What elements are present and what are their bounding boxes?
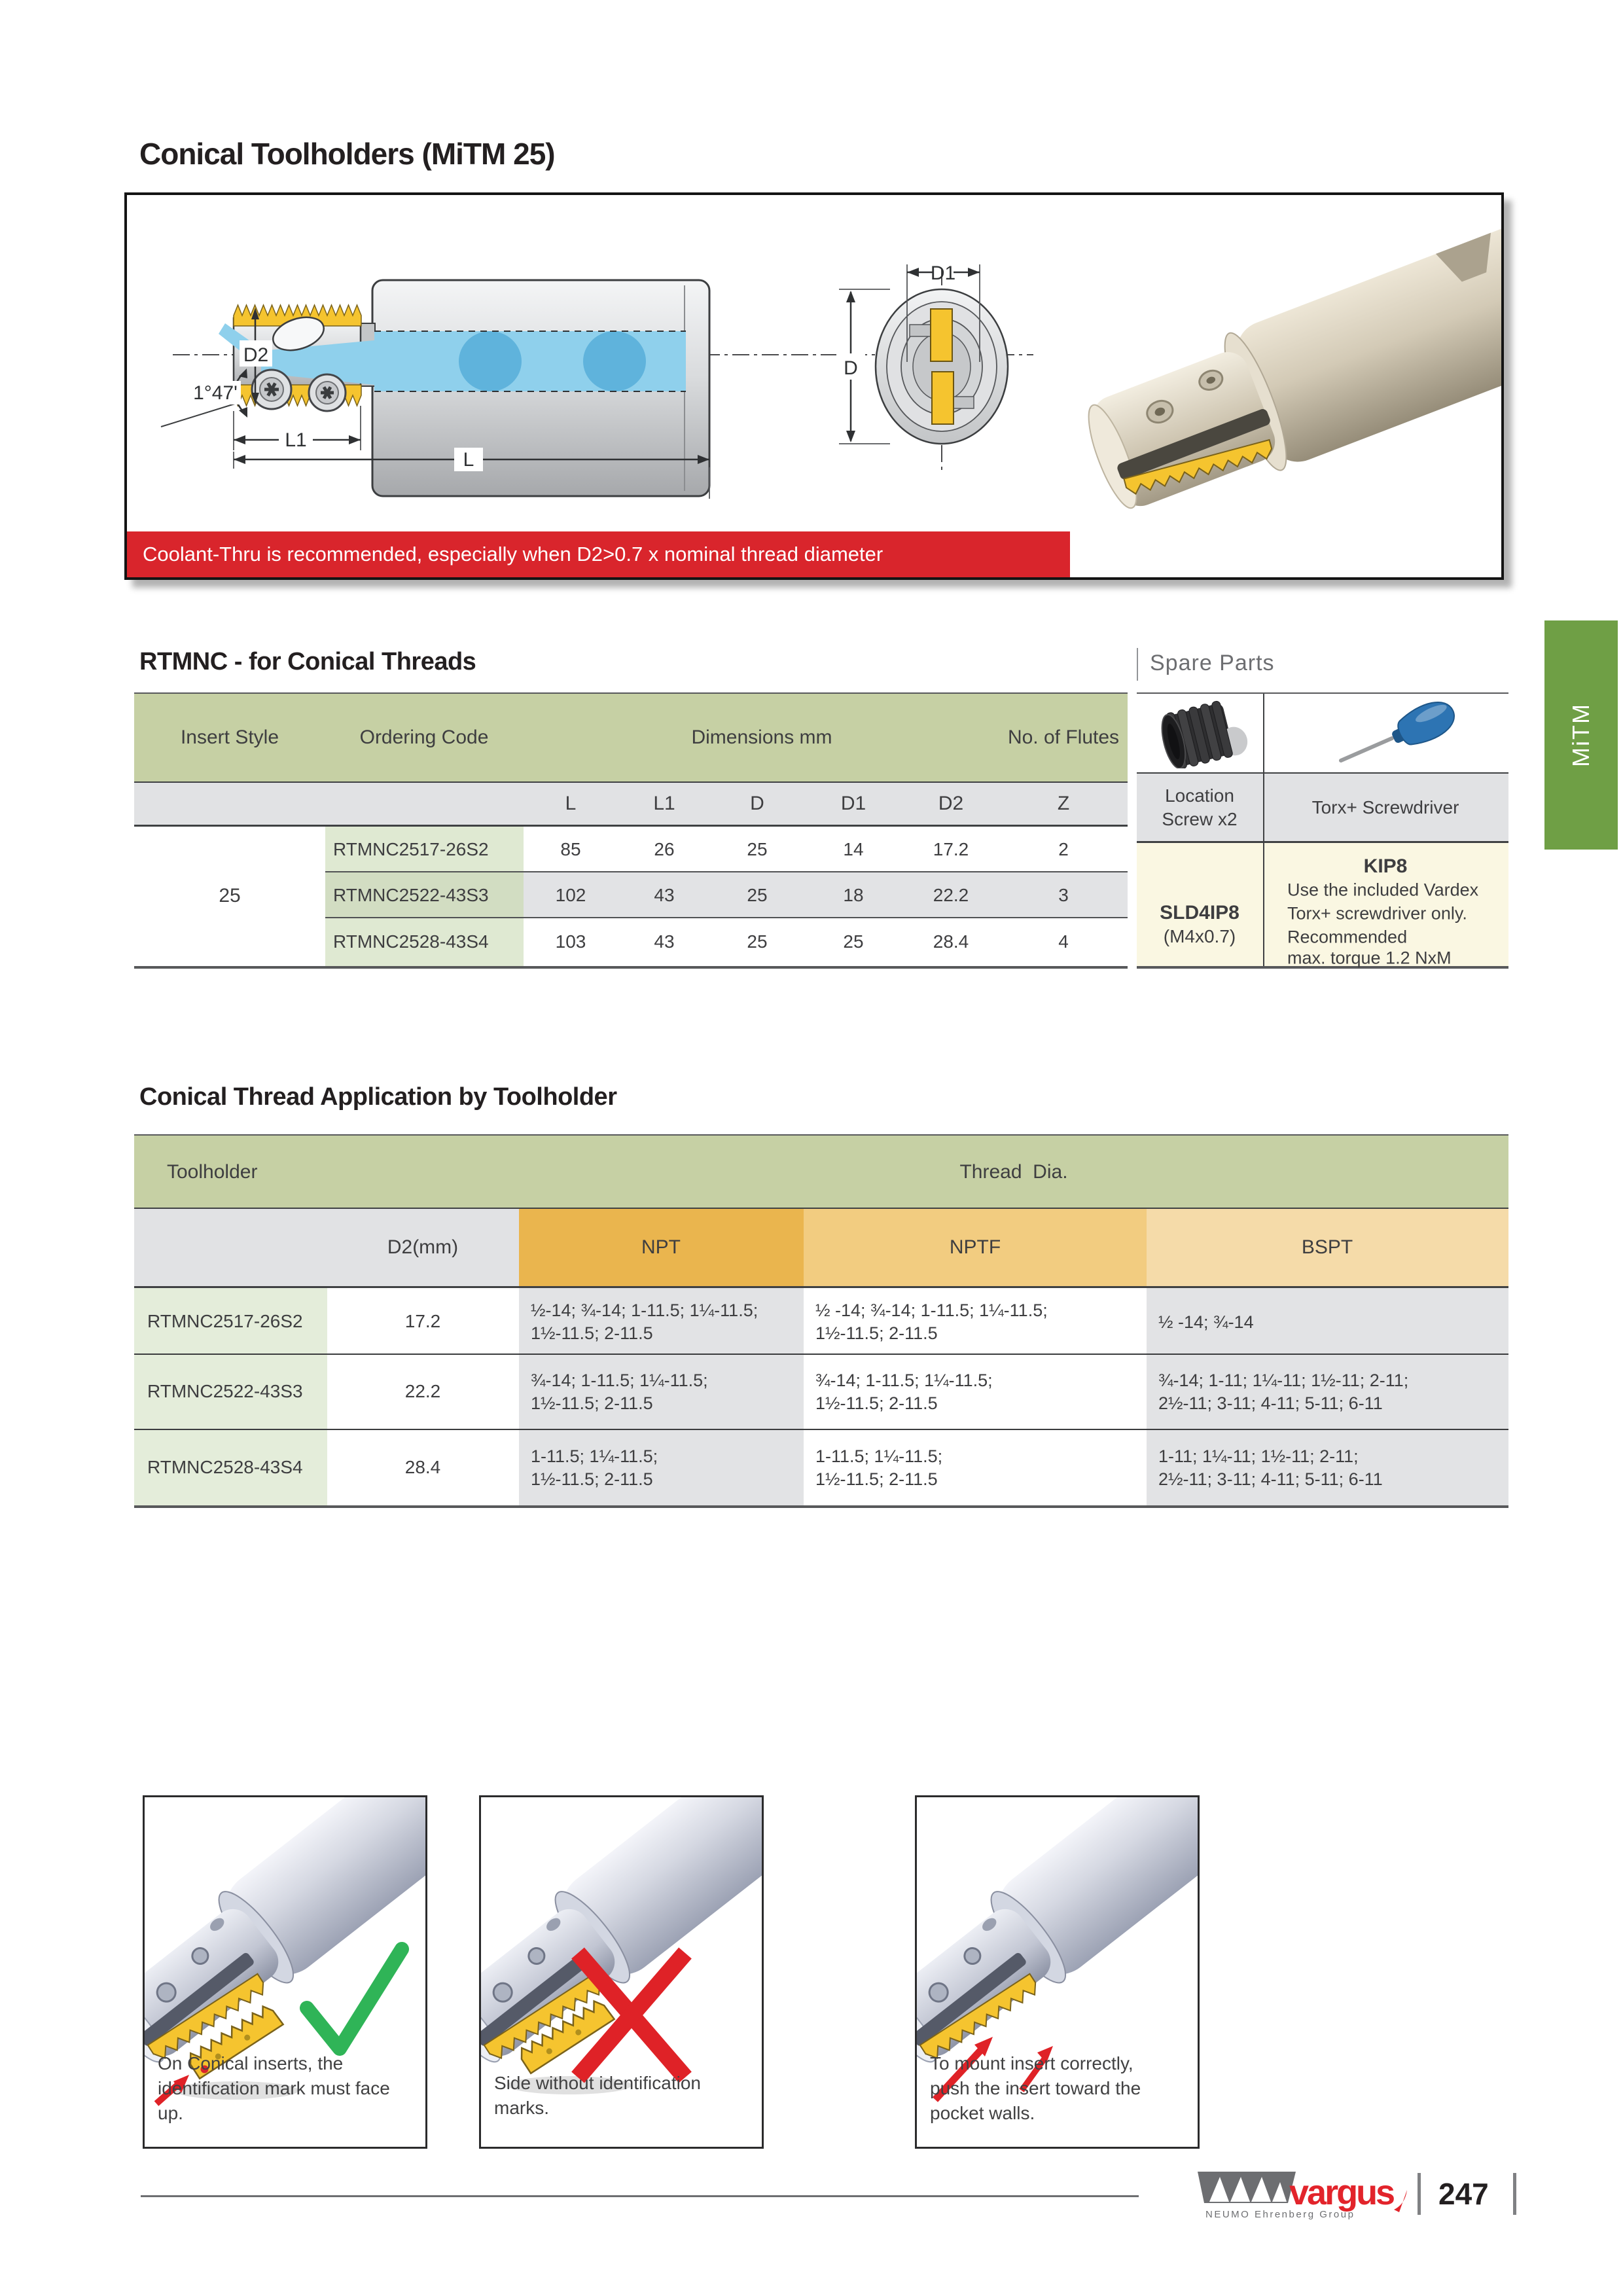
instruction-box-mounting bbox=[915, 1795, 1200, 2149]
bspt-threads-cell: ½ -14; ¾-14 bbox=[1158, 1312, 1254, 1332]
insert-style-value: 25 bbox=[219, 885, 241, 906]
nptf-threads-cell: 1-11.5; 1¼-11.5; 1½-11.5; 2-11.5 bbox=[815, 1446, 943, 1489]
rtmnc-section-title: RTMNC - for Conical Threads bbox=[139, 648, 476, 675]
screw-code: SLD4IP8 bbox=[1160, 902, 1240, 924]
rtmnc-header-row bbox=[134, 694, 1128, 781]
torx-screwdriver-icon bbox=[1300, 698, 1471, 770]
cell-d: 25 bbox=[747, 885, 768, 905]
subcol-l1: L1 bbox=[653, 793, 675, 814]
front-insert-bottom bbox=[932, 372, 954, 424]
front-insert-top bbox=[931, 309, 952, 361]
dim-d2-label: D2 bbox=[243, 344, 269, 366]
spare-parts-table bbox=[1137, 692, 1508, 969]
col-header-d2mm: D2(mm) bbox=[387, 1236, 459, 1258]
col-header-thread-dia: Thread Dia. bbox=[959, 1161, 1068, 1183]
col-header-flutes: No. of Flutes bbox=[1007, 726, 1120, 748]
coolant-recommendation-banner: Coolant-Thru is recommended, especially when D2>0.7 x nominal thread diameter bbox=[127, 531, 1070, 577]
rtmnc-row2-stripe bbox=[524, 872, 1128, 918]
cell-d: 25 bbox=[747, 931, 768, 952]
kip-note-line: Torx+ screwdriver only. bbox=[1287, 903, 1467, 924]
application-header-row bbox=[134, 1136, 1508, 1208]
npt-threads-cell: ½-14; ¾-14; 1-11.5; 1¼-11.5; 1½-11.5; 2-11.5 bbox=[531, 1300, 758, 1343]
dim-d-label: D bbox=[844, 357, 858, 379]
col-header-nptf: NPTF bbox=[949, 1236, 1001, 1258]
kip-note-line: Recommended bbox=[1287, 927, 1408, 947]
bspt-threads-cell: 1-11; 1¼-11; 1½-11; 2-11; 2½-11; 3-11; 4-11; 5-11; 6-11 bbox=[1158, 1446, 1383, 1489]
footer-divider bbox=[1418, 2173, 1421, 2215]
rtmnc-table bbox=[134, 692, 1128, 969]
subcol-d1: D1 bbox=[840, 793, 866, 814]
subcol-l: L bbox=[565, 793, 577, 814]
spare-col2-label: Torx+ Screwdriver bbox=[1311, 797, 1459, 817]
brand-wordmark: vargus bbox=[1289, 2173, 1394, 2212]
clamp-screw-side-2 bbox=[309, 374, 346, 411]
footer-divider bbox=[1513, 2173, 1516, 2215]
kip-code: KIP8 bbox=[1363, 855, 1408, 877]
d2-value-cell: 28.4 bbox=[404, 1457, 441, 1477]
instruction-caption: On Conical inserts, the identification mark must face up. bbox=[158, 2053, 390, 2123]
d2-value-cell: 22.2 bbox=[404, 1381, 441, 1401]
cell-z: 4 bbox=[1058, 931, 1069, 952]
cell-d1: 18 bbox=[843, 885, 864, 905]
brand-subtitle: NEUMO Ehrenberg Group bbox=[1205, 2209, 1355, 2220]
subcol-d2: D2 bbox=[938, 793, 964, 814]
toolholder-code-cell[interactable]: RTMNC2528-43S4 bbox=[147, 1457, 303, 1477]
clamp-screw-side bbox=[252, 370, 291, 409]
instruction-box-identification-mark bbox=[143, 1795, 427, 2149]
cell-d: 25 bbox=[747, 839, 768, 859]
spare-col1-label-line1: Location bbox=[1165, 785, 1234, 806]
instruction-box-wrong-side bbox=[479, 1795, 764, 2149]
cell-d2: 17.2 bbox=[933, 839, 969, 859]
cell-l: 85 bbox=[560, 839, 581, 859]
subcol-z: Z bbox=[1057, 793, 1070, 814]
screw-size: (M4x0.7) bbox=[1163, 926, 1236, 946]
npt-threads-cell: ¾-14; 1-11.5; 1¼-11.5; 1½-11.5; 2-11.5 bbox=[531, 1371, 708, 1413]
cell-l: 103 bbox=[555, 931, 586, 952]
cell-l: 102 bbox=[555, 885, 586, 905]
cell-z: 3 bbox=[1058, 885, 1069, 905]
toolholder-technical-drawing bbox=[127, 195, 1501, 577]
side-tab-mitm[interactable] bbox=[1544, 620, 1618, 850]
toolholder-photo-render bbox=[1073, 196, 1501, 530]
instruction-caption: Side without identification marks. bbox=[494, 2073, 701, 2118]
cell-l1: 43 bbox=[654, 885, 675, 905]
instruction-caption: To mount insert correctly, push the insert toward the pocket walls. bbox=[930, 2053, 1141, 2123]
col-header-npt: NPT bbox=[641, 1236, 681, 1258]
subcol-d: D bbox=[750, 793, 764, 814]
toolholder-code-cell[interactable]: RTMNC2522-43S3 bbox=[147, 1381, 303, 1401]
cell-z: 2 bbox=[1058, 839, 1069, 859]
application-section-title: Conical Thread Application by Toolholder bbox=[139, 1083, 617, 1111]
cell-l1: 43 bbox=[654, 931, 675, 952]
nptf-threads-cell: ½ -14; ¾-14; 1-11.5; 1¼-11.5; 1½-11.5; 2-11.5 bbox=[815, 1300, 1048, 1343]
page-number: 247 bbox=[1438, 2177, 1489, 2211]
dim-l-label: L bbox=[463, 449, 474, 471]
nptf-threads-cell: ¾-14; 1-11.5; 1¼-11.5; 1½-11.5; 2-11.5 bbox=[815, 1371, 993, 1413]
page-title: Conical Toolholders (MiTM 25) bbox=[139, 137, 555, 171]
spare-parts-tick bbox=[1137, 648, 1138, 681]
cell-d1: 25 bbox=[843, 931, 864, 952]
ordering-code-cell[interactable]: RTMNC2517-26S2 bbox=[333, 839, 489, 859]
col-header-bspt: BSPT bbox=[1301, 1236, 1353, 1258]
col-header-insert-style: Insert Style bbox=[180, 726, 279, 748]
ordering-code-cell[interactable]: RTMNC2522-43S3 bbox=[333, 885, 489, 905]
cell-d1: 14 bbox=[843, 839, 864, 859]
cell-d2: 22.2 bbox=[933, 885, 969, 905]
npt-threads-cell: 1-11.5; 1¼-11.5; 1½-11.5; 2-11.5 bbox=[531, 1446, 658, 1489]
col-header-toolholder: Toolholder bbox=[167, 1161, 258, 1183]
kip-note-line: Use the included Vardex bbox=[1287, 880, 1479, 900]
spare-col1-label-line2: Screw x2 bbox=[1162, 809, 1238, 829]
application-table bbox=[134, 1134, 1508, 1508]
side-tab-label: MiTM bbox=[1567, 703, 1594, 767]
bspt-threads-cell: ¾-14; 1-11; 1¼-11; 1½-11; 2-11; 2½-11; 3-11; 4-11; 5-11; 6-11 bbox=[1158, 1371, 1409, 1413]
kip-note-line: max. torque 1.2 NxM bbox=[1287, 948, 1452, 968]
ordering-code-cell[interactable]: RTMNC2528-43S4 bbox=[333, 931, 489, 952]
footer-rule bbox=[141, 2195, 1139, 2197]
check-icon bbox=[307, 1949, 402, 2049]
cell-l1: 26 bbox=[654, 839, 675, 859]
col-header-dimensions: Dimensions mm bbox=[691, 726, 832, 748]
spare-parts-title: Spare Parts bbox=[1150, 651, 1275, 675]
toolholder-code-cell[interactable]: RTMNC2517-26S2 bbox=[147, 1311, 303, 1331]
cell-d2: 28.4 bbox=[933, 931, 969, 952]
vargus-logo[interactable] bbox=[1198, 2168, 1420, 2223]
rtmnc-subheader-row bbox=[134, 783, 1128, 825]
dim-angle-label: 1°47' bbox=[193, 382, 238, 404]
technical-diagram-panel bbox=[124, 192, 1504, 580]
col-header-ordering-code: Ordering Code bbox=[359, 726, 489, 748]
d2-value-cell: 17.2 bbox=[404, 1311, 441, 1331]
dim-d1-label: D1 bbox=[930, 262, 956, 284]
dim-l1-label: L1 bbox=[285, 429, 307, 451]
location-screw-icon bbox=[1153, 700, 1251, 768]
